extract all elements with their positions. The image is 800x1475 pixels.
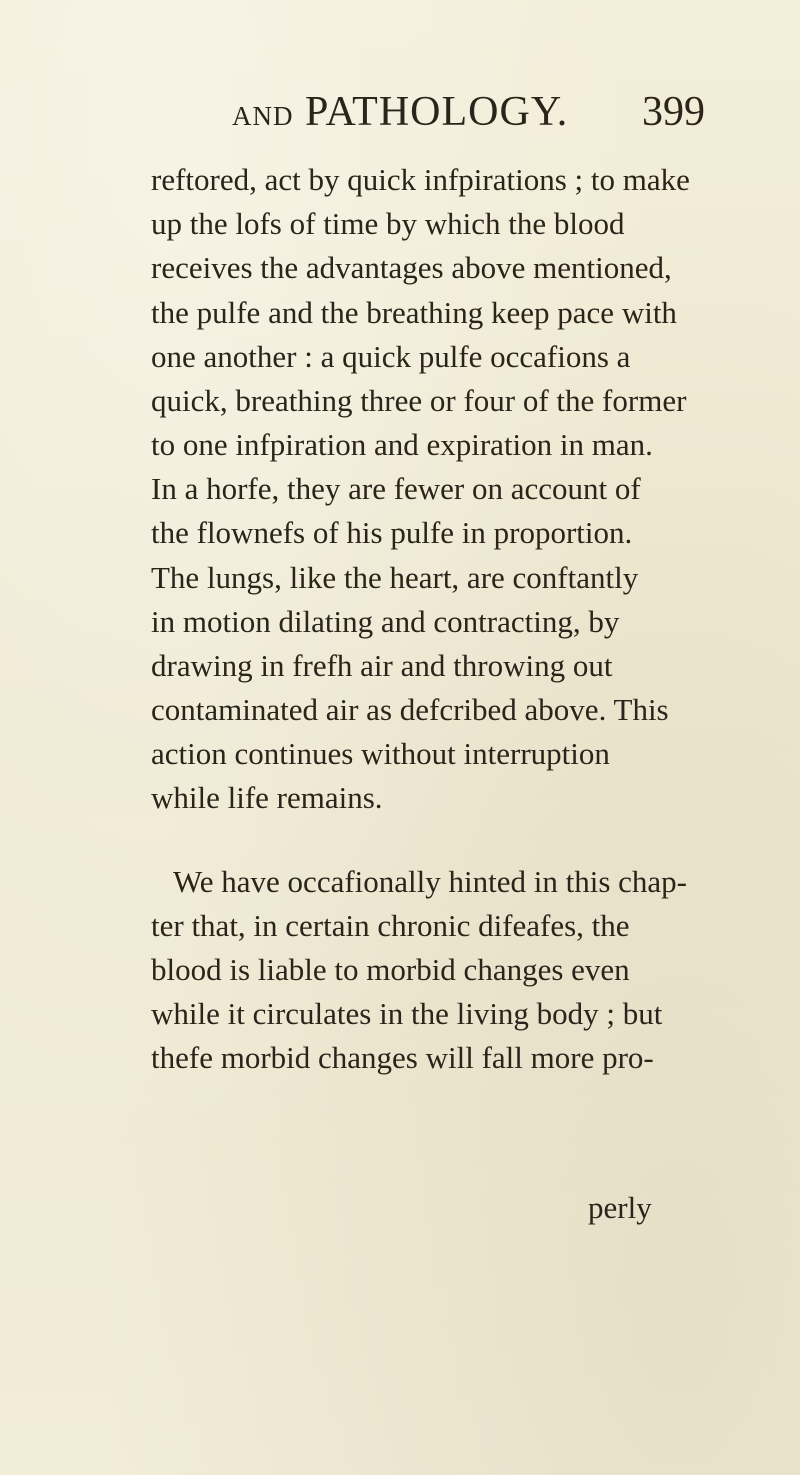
text-line: while life remains. — [151, 780, 383, 815]
running-head-and: AND — [232, 101, 294, 131]
text-line: up the lofs of time by which the blood — [151, 206, 625, 241]
text-line: action continues without interruption — [151, 736, 610, 771]
text-line: thefe morbid changes will fall more pro- — [151, 1040, 654, 1075]
text-line: in motion dilating and contracting, by — [151, 604, 620, 639]
text-line: to one infpiration and expiration in man. — [151, 427, 653, 462]
text-line: receives the advantages above mentioned, — [151, 250, 672, 285]
catchword: perly — [588, 1190, 652, 1225]
text-line: blood is liable to morbid changes even — [151, 952, 630, 987]
text-line: In a horfe, they are fewer on account of — [151, 471, 641, 506]
text-line: drawing in frefh air and throwing out — [151, 648, 613, 683]
text-line: ter that, in certain chronic difeafes, the — [151, 908, 630, 943]
page-header — [0, 88, 800, 148]
text-line: contaminated air as defcribed above. This — [151, 692, 669, 727]
text-line: the pulfe and the breathing keep pace with — [151, 295, 677, 330]
running-head — [232, 88, 568, 136]
text-line: one another : a quick pulfe occafions a — [151, 339, 631, 374]
text-line: the flownefs of his pulfe in proportion. — [151, 515, 633, 550]
text-line: reftored, act by quick infpirations ; to make — [151, 162, 690, 197]
page-number: 399 — [642, 89, 705, 135]
text-line: while it circulates in the living body ; but — [151, 996, 663, 1031]
running-head-title: PATHOLOGY. — [305, 89, 569, 135]
text-line: quick, breathing three or four of the former — [151, 383, 687, 418]
text-line: We have occafionally hinted in this chap- — [173, 864, 687, 899]
text-line: The lungs, like the heart, are conftantly — [151, 560, 639, 595]
